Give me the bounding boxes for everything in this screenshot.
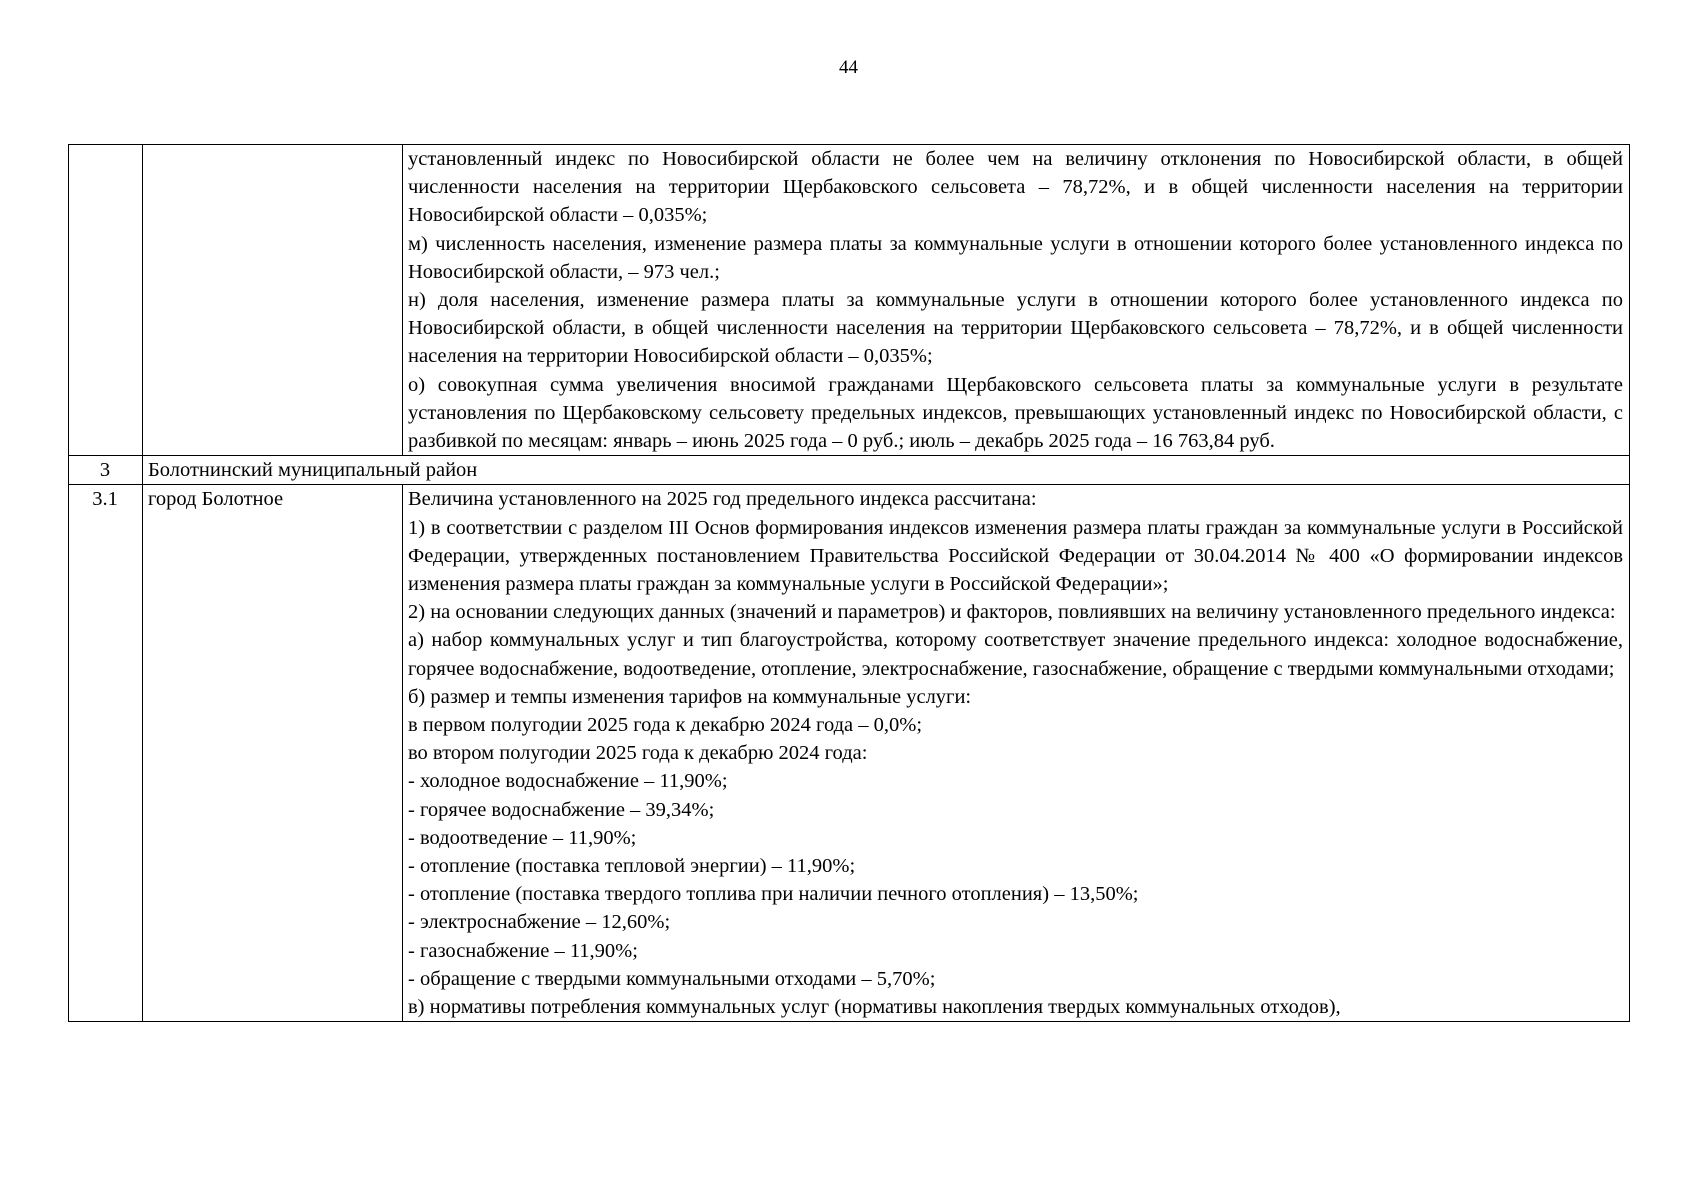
- section-name-cell: Болотнинский муниципальный район: [143, 456, 1630, 485]
- list-item: - отопление (поставка тепловой энергии) – 11,90%;: [408, 855, 856, 878]
- list-item: - газоснабжение – 11,90%;: [408, 939, 638, 962]
- paragraph: 2) на основании следующих данных (значений и параметров) и факторов, повлиявших на величину установленного предельного индекса:: [408, 601, 1616, 624]
- paragraph: б) размер и темпы изменения тарифов на коммунальные услуги:: [408, 685, 972, 708]
- item-name-cell: город Болотное: [143, 485, 403, 1022]
- row-name-cell: [143, 145, 403, 456]
- paragraph: во втором полугодии 2025 года к декабрю 2024 года:: [408, 742, 868, 765]
- paragraph: а) набор коммунальных услуг и тип благоустройства, которому соответствует значение предельного индекса: холодное водоснабжение, горячее водоснабжение, водоотведение, отопление, электроснабжение, газоснабжение, обращение с твердыми коммунальными отходами;: [408, 629, 1623, 680]
- table-row-section: [69, 456, 1630, 485]
- section-number-cell: 3: [69, 456, 143, 485]
- row-number-cell: [69, 145, 143, 456]
- paragraph: установленный индекс по Новосибирской области не более чем на величину отклонения по Новосибирской области, в общей численности населения на территории Щербаковского сельсовета – 78,72%, и в общей численности населения на территории Новосибирской области – 0,035%;: [408, 148, 1623, 227]
- list-item: - холодное водоснабжение – 11,90%;: [408, 770, 728, 793]
- paragraph: Величина установленного на 2025 год предельного индекса рассчитана:: [408, 488, 1037, 511]
- table-row-continuation: [69, 145, 1630, 456]
- list-item: - горячее водоснабжение – 39,34%;: [408, 798, 715, 821]
- paragraph: в) нормативы потребления коммунальных услуг (нормативы накопления твердых коммунальных отходов),: [408, 996, 1341, 1019]
- table-row-item: [69, 485, 1630, 1022]
- item-number-cell: 3.1: [69, 485, 143, 1022]
- list-item: - водоотведение – 11,90%;: [408, 826, 637, 849]
- list-item: - отопление (поставка твердого топлива при наличии печного отопления) – 13,50%;: [408, 883, 1139, 906]
- item-text-cell: [403, 485, 1630, 1022]
- paragraph: в первом полугодии 2025 года к декабрю 2024 года – 0,0%;: [408, 714, 923, 737]
- document-table: [68, 144, 1630, 1022]
- paragraph: 1) в соответствии с разделом III Основ формирования индексов изменения размера платы граждан за коммунальные услуги в Российской Федерации, утвержденных постановлением Правительства Российской Федерации от 30.04.2014 № 400 «О формировании индексов изменения размера платы граждан за коммунальные услуги в Российской Федерации»;: [408, 516, 1623, 596]
- row-text-cell: [403, 145, 1630, 456]
- list-item: - электроснабжение – 12,60%;: [408, 911, 671, 934]
- paragraph: о) совокупная сумма увеличения вносимой гражданами Щербаковского сельсовета платы за коммунальные услуги в результате установления по Щербаковскому сельсовету предельных индексов, превышающих установленный индекс по Новосибирской области, с разбивкой по месяцам: январь – июнь 2025 года – 0 руб.; июль – декабрь 2025 года – 16 763,84 руб.: [408, 373, 1623, 453]
- paragraph: н) доля населения, изменение размера платы за коммунальные услуги в отношении которого более установленного индекса по Новосибирской области, в общей численности населения на территории Щербаковского сельсовета – 78,72%, и в общей численности населения на территории Новосибирской области – 0,035%;: [408, 289, 1623, 368]
- paragraph: м) численность населения, изменение размера платы за коммунальные услуги в отношении которого более установленного индекса по Новосибирской области, – 973 чел.;: [408, 232, 1623, 283]
- list-item: - обращение с твердыми коммунальными отходами – 5,70%;: [408, 967, 936, 990]
- page-number: 44: [839, 57, 858, 78]
